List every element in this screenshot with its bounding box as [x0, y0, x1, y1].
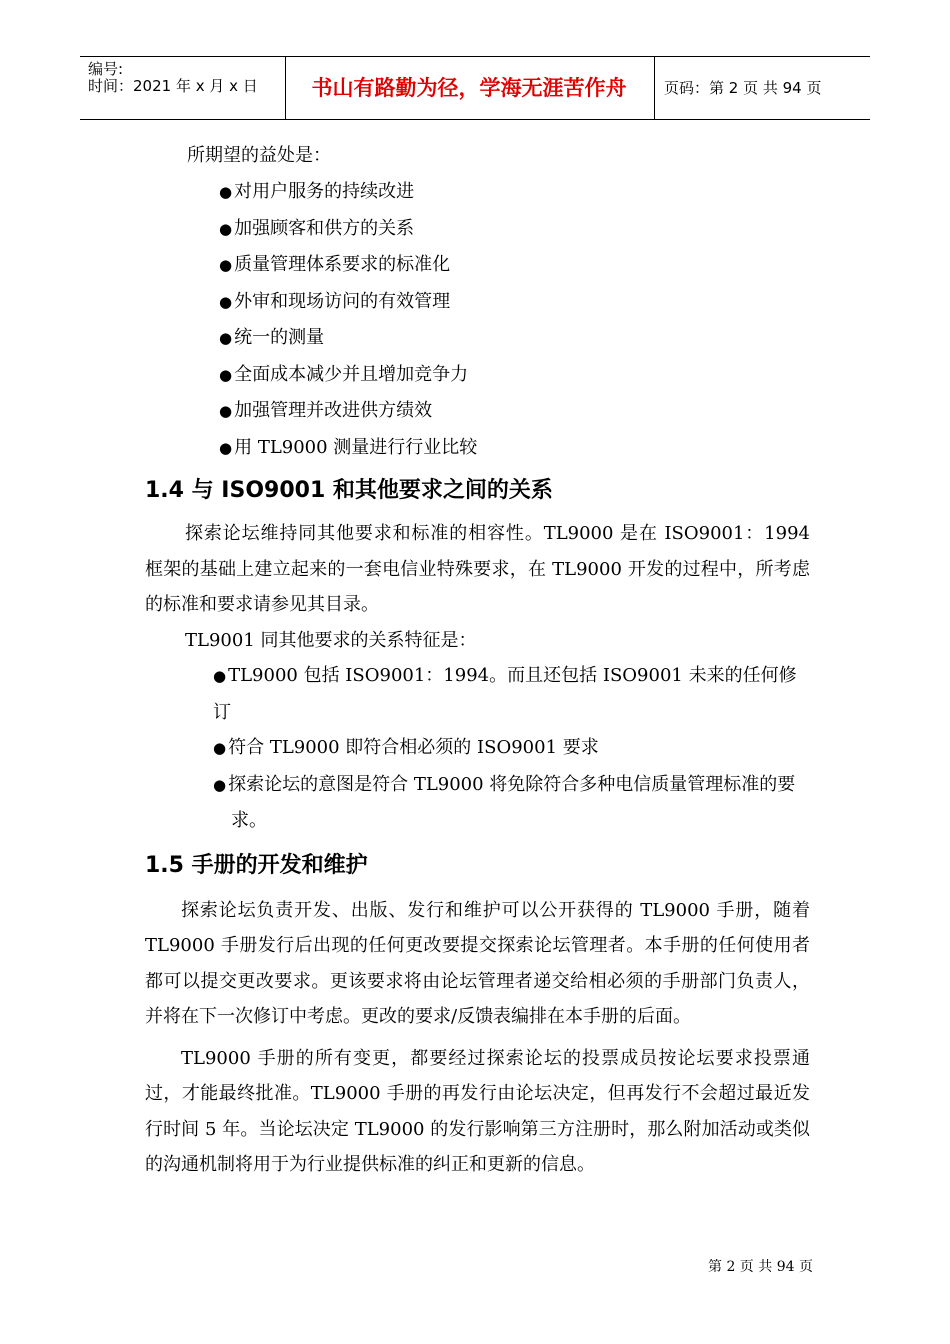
benefits-list [145, 174, 810, 466]
list-item: ● 用 TL9000 测量进行行业比较 [219, 436, 478, 458]
section-1-5-paragraph: TL9000 手册的所有变更，都要经过探索论坛的投票成员按论坛要求投票通过，才能最终批准。TL9000 手册的再发行由论坛决定，但再发行不会超过最近发行时间 5 年。当论坛决定 TL9000 的发行影响第三方注册时，那么附加活动或类似的沟通机制将用于为行业提供标准的纠正和更新的信息。 [145, 1047, 810, 1175]
bullet-icon: ● [219, 402, 233, 420]
bullet-icon: ● [213, 667, 227, 685]
bullet-icon: ● [213, 775, 227, 794]
list-item: ● 外审和现场访问的有效管理 [219, 290, 451, 312]
list-item: ● 探索论坛的意图是符合 TL9000 将免除符合多种电信质量管理标准的要求。 [213, 773, 796, 831]
header-divider [654, 57, 655, 119]
list-item: ● 符合 TL9000 即符合相必须的 ISO9001 要求 [213, 737, 599, 758]
bullet-icon: ● [219, 219, 233, 238]
bullet-icon: ● [219, 329, 233, 347]
section-heading-1-4: 1.4 与 ISO9001 和其他要求之间的关系 [145, 478, 553, 503]
bullet-icon: ● [213, 739, 227, 757]
bullet-icon: ● [219, 438, 233, 457]
list-item: ● 统一的测量 [219, 327, 325, 348]
page-footer: 第 2 页 共 94 页 [708, 1259, 813, 1275]
section-1-4-paragraph: TL9001 同其他要求的关系特征是： [185, 629, 477, 651]
header-motto: 书山有路勤为径，学海无涯苦作舟 [311, 76, 627, 100]
header-page-info: 页码：第 2 页 共 94 页 [664, 79, 822, 97]
list-item: ● 加强管理并改进供方绩效 [219, 400, 433, 421]
bullet-icon: ● [219, 256, 233, 274]
page-body [145, 138, 810, 1183]
relations-list [145, 658, 810, 839]
list-item: ● 对用户服务的持续改进 [219, 181, 415, 202]
bullet-icon: ● [219, 183, 233, 201]
bullet-icon: ● [219, 292, 233, 311]
page-header [80, 56, 870, 120]
list-item: ● 加强顾客和供方的关系 [219, 217, 415, 239]
section-1-4-paragraph: 探索论坛维持同其他要求和标准的相容性。TL9000 是在 ISO9001：1994 框架的基础上建立起来的一套电信业特殊要求，在 TL9000 开发的过程中，所考虑的标准和要求请参见其目录。 [145, 523, 810, 615]
list-item: ● 全面成本减少并且增加竞争力 [219, 363, 469, 385]
header-meta [88, 57, 288, 123]
bullet-icon: ● [219, 365, 233, 384]
section-heading-1-5: 1.5 手册的开发和维护 [145, 852, 368, 878]
list-item: ● 质量管理体系要求的标准化 [219, 254, 451, 275]
section-1-5-paragraph: 探索论坛负责开发、出版、发行和维护可以公开获得的 TL9000 手册，随着 TL9000 手册发行后出现的任何更改要提交探索论坛管理者。本手册的任何使用者都可以提交更改要求。更该要求将由论坛管理者递交给相必须的手册部门负责人，并将在下一次修订中考虑。更改的要求/反馈表编排在本手册的后面。 [145, 899, 810, 1027]
list-item: ● TL9000 包括 ISO9001：1994。而且还包括 ISO9001 未来的任何修订 [213, 665, 797, 723]
document-number-label: 编号: [88, 60, 124, 78]
document-time: 时间：2021 年 x 月 x 日 [88, 77, 258, 95]
benefits-intro: 所期望的益处是： [187, 145, 331, 166]
